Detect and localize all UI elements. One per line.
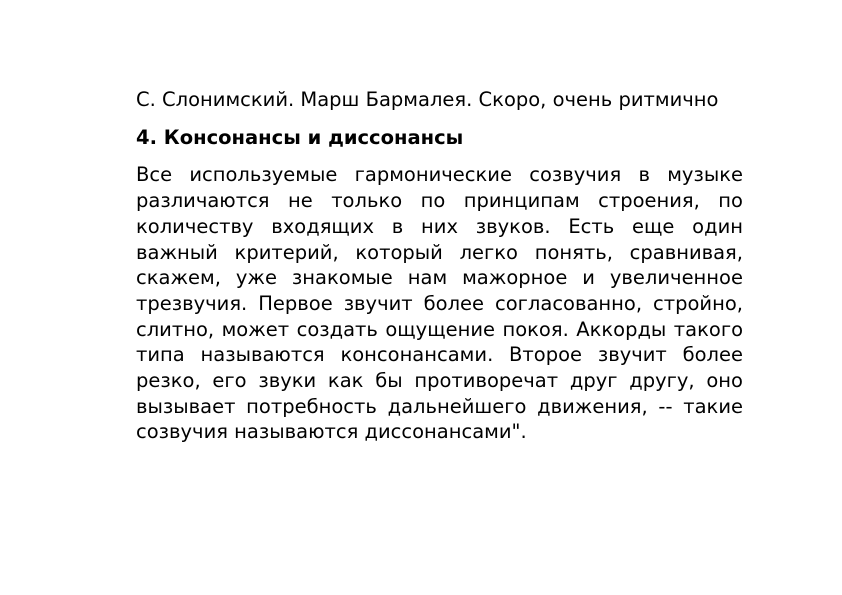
text-block [136, 87, 743, 445]
music-example-caption: С. Слонимский. Марш Бармалея. Скоро, очень ритмично [136, 88, 719, 111]
body-paragraph: Все используемые гармонические созвучия в музыке различаются не только по принципам строения, по количеству входящих в них звуков. Есть еще один важный критерий, который легко понять, сравнивая, скажем, уже знакомые нам мажорное и увеличенное трезвучия. Первое звучит более согласованно, стройно, слитно, может создать ощущение покоя. Аккорды такого типа называются консонансами. Второе звучит более резко, его звуки как бы противоречат друг другу, оно вызывает потребность дальнейшего движения, -- такие созвучия называются диссонансами". [136, 163, 743, 444]
section-heading: 4. Консонансы и диссонансы [136, 125, 464, 149]
